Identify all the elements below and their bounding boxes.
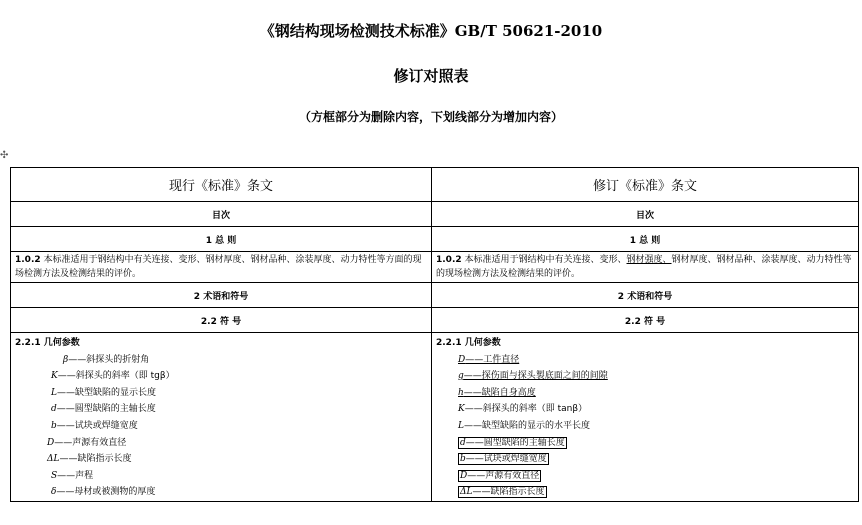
list-item: ΔL——缺陷指示长度 [460,487,545,498]
document-title: 《钢结构现场检测技术标准》GB/T 50621-2010 [259,22,603,40]
table-row [11,252,859,283]
list-item: b——试块或焊缝宽度 [51,420,138,431]
cell-general-right: 1 总 则 [432,227,859,252]
list-item: K——斜探头的斜率（即 tanβ） [458,404,588,415]
clause-number: 1.0.2 [15,255,41,265]
comparison-table [10,167,859,502]
table-row [11,202,859,227]
cell-clause-102-left [11,252,432,283]
cell-clause-102-right [432,252,859,283]
list-item: g——探伤面与探头製底面之间的间隙 [458,371,608,382]
cell-terms-left: 2 术语和符号 [11,283,432,308]
cell-geometry-right [432,333,859,502]
table-row [11,283,859,308]
cell-contents-left: 目次 [11,202,432,227]
list-item: K——斜探头的斜率（即 tgβ） [51,371,175,382]
clause-text: 钢材厚度、钢材品种、涂装厚度、动力特性等的现场检测方法及检测结果的评价。 [436,255,852,279]
clause-added-text: 钢材强度、 [626,255,672,265]
list-item: d——圆型缺陷的主轴长度 [460,437,565,448]
list-item: h——缺陷自身高度 [458,387,536,398]
table-move-handle-icon[interactable]: ✣ [0,150,9,161]
header-revised: 修订《标准》条文 [432,168,859,202]
list-item: L——缺型缺陷的显示的水平长度 [458,420,590,431]
cell-contents-right: 目次 [432,202,859,227]
section-heading: 2.2.1 几何参数 [436,338,501,348]
list-item: D——声源有效直径 [460,470,540,481]
list-item: b——试块或焊缝宽度 [460,454,547,465]
table-row [11,333,859,502]
list-item: D——声源有效直径 [47,437,127,448]
clause-number: 1.0.2 [436,255,462,265]
list-item: δ——母材或被测物的厚度 [51,487,156,498]
cell-general-left: 1 总 则 [11,227,432,252]
section-heading: 2.2.1 几何参数 [15,338,80,348]
header-current: 现行《标准》条文 [11,168,432,202]
cell-symbols-right: 2.2 符 号 [432,308,859,333]
list-item: ΔL——缺陷指示长度 [47,454,132,465]
cell-symbols-left: 2.2 符 号 [11,308,432,333]
table-row [11,227,859,252]
list-item: d——圆型缺陷的主轴长度 [51,404,156,415]
cell-geometry-left [11,333,432,502]
table-header-row [11,168,859,202]
clause-text: 本标准适用于钢结构中有关连接、变形、 [461,255,627,265]
list-item: L——缺型缺陷的显示长度 [51,387,156,398]
document-subtitle: 修订对照表 [393,67,469,85]
list-item: D——工件直径 [458,354,520,365]
document-note: （方框部分为删除内容，下划线部分为增加内容） [298,110,563,124]
table-row [11,308,859,333]
cell-terms-right: 2 术语和符号 [432,283,859,308]
clause-text: 本标准适用于钢结构中有关连接、变形、钢材厚度、钢材品种、涂装厚度、动力特性等方面的现场检测方法及检测结果的评价。 [15,255,422,279]
list-item: S——声程 [51,470,94,481]
list-item: β——斜探头的折射角 [63,354,150,365]
